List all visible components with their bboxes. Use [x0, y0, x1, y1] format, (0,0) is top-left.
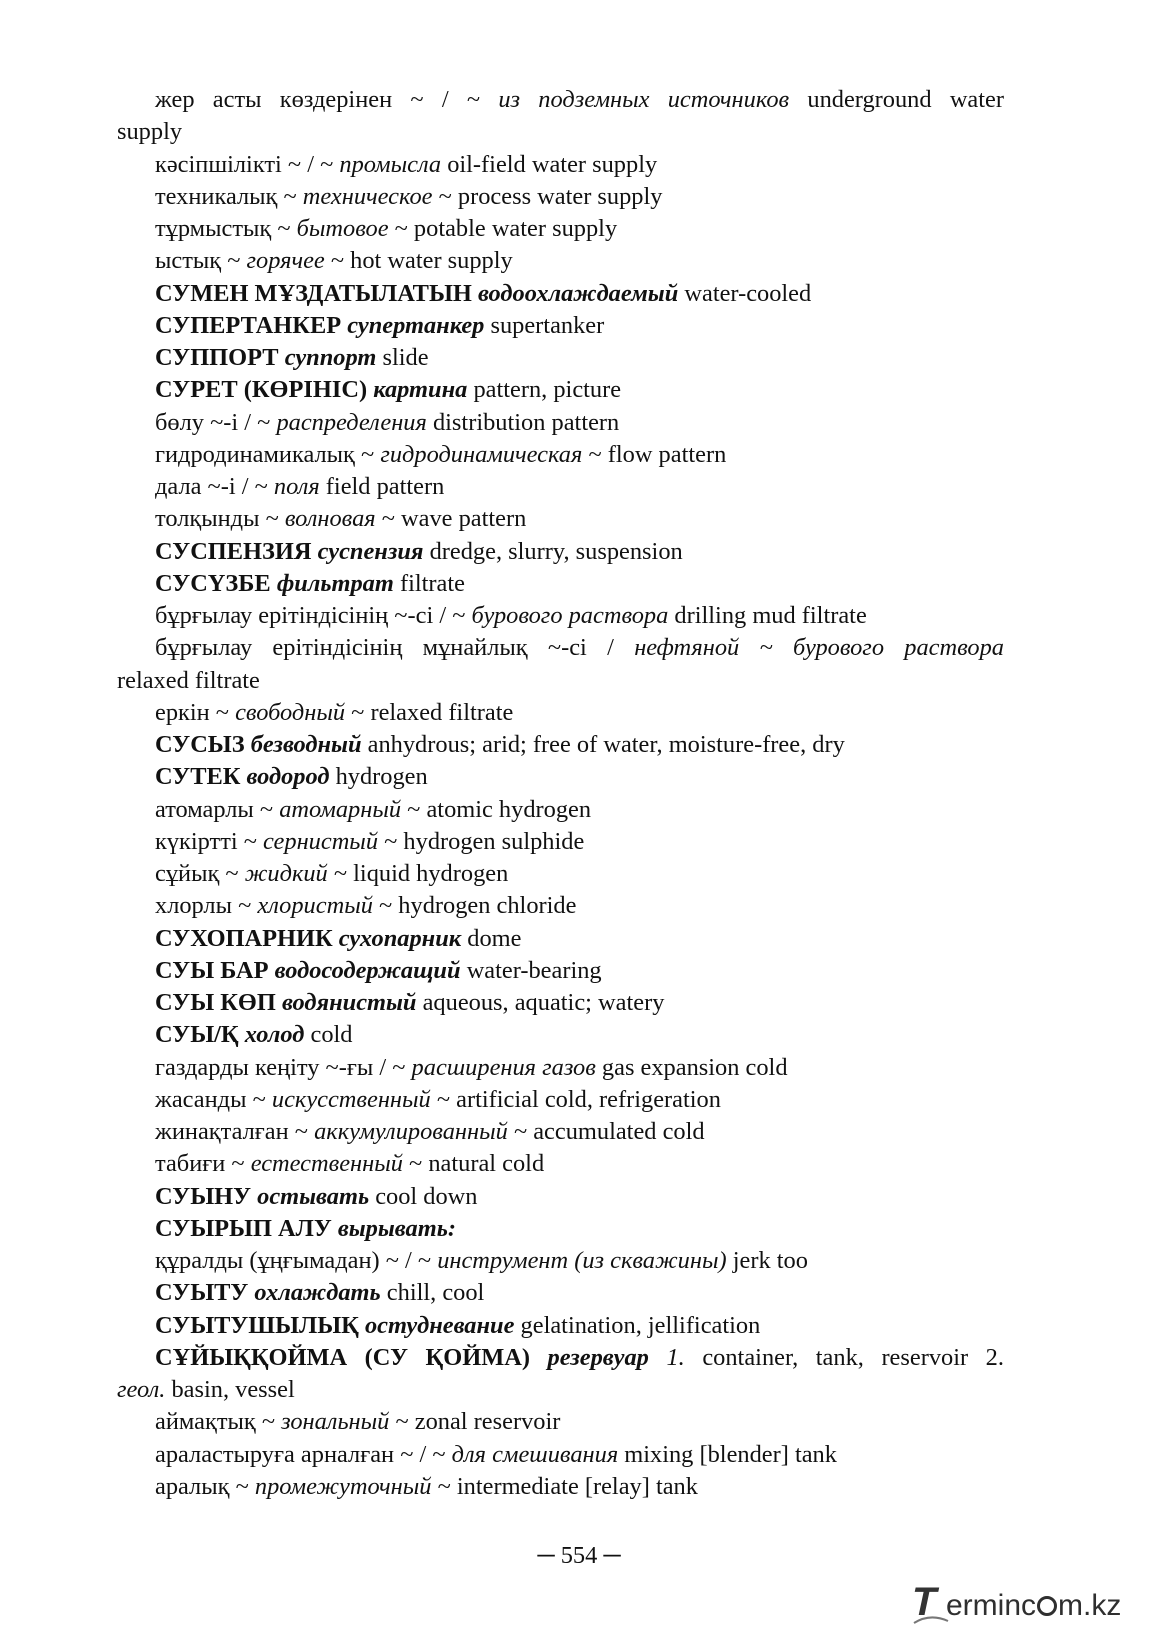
english-term: water-bearing [466, 956, 602, 984]
subentry [117, 600, 1004, 632]
russian-term: жидкий [244, 860, 328, 887]
dictionary-entries [117, 84, 1004, 1503]
english-term: dome [467, 924, 522, 952]
subentry [117, 1471, 1004, 1503]
english-term: ~ hydrogen sulphide [384, 827, 585, 855]
russian-term: для смешивания [451, 1440, 619, 1468]
english-term: aqueous, aquatic; watery [422, 989, 665, 1016]
sense-number: 1. [666, 1343, 685, 1371]
subentry [117, 245, 1004, 277]
english-term: mixing [blender] tank [624, 1440, 837, 1468]
english-term: ~ process water supply [438, 182, 663, 210]
english-term: ~ atomic hydrogen [407, 795, 592, 823]
english-term: hydrogen [335, 763, 428, 791]
kazakh-headword: СҰЙЫҚҚОЙМА (СУ ҚОЙМА) [155, 1343, 530, 1371]
kazakh-term: араластыруға арналған ~ / ~ [155, 1440, 446, 1468]
kazakh-headword: СУППОРТ [155, 344, 279, 371]
english-term: distribution pattern [432, 408, 620, 436]
headword-entry [117, 1213, 1004, 1245]
russian-term: водоохлаждаемый [477, 279, 679, 307]
kazakh-headword: СУТЕК [155, 763, 241, 791]
russian-term: водосодержащий [274, 956, 461, 984]
english-term: ~ flow pattern [588, 440, 727, 468]
english-term: ~ hot water supply [330, 247, 513, 275]
russian-term: бытовое [296, 215, 389, 242]
logo-t-letter: T [907, 1580, 942, 1624]
russian-term: суспензия [317, 537, 424, 565]
russian-term: безводный [250, 731, 362, 758]
english-term: pattern, picture [473, 376, 622, 404]
subentry [117, 1439, 1004, 1471]
kazakh-headword: СУЫ БАР [155, 956, 269, 984]
english-term: field pattern [325, 473, 445, 500]
kazakh-term: аралық ~ [155, 1472, 249, 1500]
english-term: gelatination, jellification [520, 1311, 761, 1339]
russian-term: промысла [339, 150, 442, 178]
russian-term: из подземных источников [498, 86, 790, 113]
headword-entry [117, 1310, 1004, 1342]
english-term: ~ artificial cold, refrigeration [436, 1085, 721, 1113]
english-term: drilling mud filtrate [674, 602, 867, 629]
english-term: basin, vessel [171, 1376, 295, 1403]
russian-term: нефтяной ~ бурового раствора [634, 634, 1004, 662]
kazakh-headword: СУЫ КӨП [155, 989, 276, 1016]
subentry [117, 1148, 1004, 1180]
english-term: gas expansion cold [601, 1053, 788, 1081]
subentry [117, 149, 1004, 181]
russian-term: зональный [281, 1408, 390, 1436]
subentry [117, 1245, 1004, 1277]
russian-term: поля [273, 473, 320, 500]
english-term: ~ zonal reservoir [395, 1408, 561, 1436]
kazakh-term: газдарды кеңіту ~-ғы / ~ [155, 1053, 406, 1081]
kazakh-headword: СУЫТУШЫЛЫҚ [155, 1311, 359, 1339]
english-term: ~ hydrogen chloride [379, 892, 577, 920]
kazakh-headword: СУЫТУ [155, 1279, 249, 1307]
russian-term: остывать [257, 1182, 370, 1210]
russian-term: свободный [235, 698, 346, 726]
logo-text: erminc m.kz [946, 1589, 1122, 1622]
headword-entry [117, 568, 1004, 600]
subentry [117, 794, 1004, 826]
russian-term: горячее [246, 247, 325, 275]
kazakh-term: жер асты көздерінен ~ / ~ [155, 86, 481, 113]
english-term: container, tank, reservoir 2. [702, 1343, 1004, 1371]
subentry [117, 632, 1004, 664]
subentry [117, 503, 1004, 535]
kazakh-headword: СУСҮЗБЕ [155, 569, 271, 597]
english-term: ~ liquid hydrogen [333, 860, 509, 887]
russian-term: остудневание [364, 1311, 515, 1339]
kazakh-term: ыстық ~ [155, 247, 241, 275]
kazakh-headword: СУЫНУ [155, 1182, 252, 1210]
russian-term: естественный [250, 1150, 403, 1178]
russian-term: атомарный [279, 795, 402, 823]
kazakh-headword: СУСПЕНЗИЯ [155, 537, 312, 565]
russian-term: распределения [276, 408, 427, 436]
russian-term: холод [244, 1021, 305, 1049]
subentry [117, 407, 1004, 439]
russian-term: охлаждать [254, 1279, 381, 1307]
kazakh-term: гидродинамикалық ~ [155, 440, 375, 468]
headword-entry [117, 1019, 1004, 1051]
kazakh-term: еркін ~ [155, 698, 229, 726]
russian-term: водянистый [281, 989, 417, 1016]
kazakh-term: техникалық ~ [155, 182, 297, 210]
english-term: anhydrous; arid; free of water, moisture-free, dry [367, 731, 845, 758]
subentry [117, 471, 1004, 503]
kazakh-term: бұрғылау ерітіндісінің мұнайлық ~-сі / [155, 634, 614, 662]
kazakh-term: бөлу ~-і / ~ [155, 408, 271, 436]
english-term: cool down [375, 1182, 478, 1210]
subentry [117, 826, 1004, 858]
russian-term: водород [246, 763, 330, 791]
headword-entry [117, 536, 1004, 568]
kazakh-term: атомарлы ~ [155, 795, 274, 823]
headword-entry [117, 278, 1004, 310]
kazakh-term: бұрғылау ерітіндісінің ~-сі / ~ [155, 602, 466, 629]
kazakh-term: тұрмыстық ~ [155, 215, 291, 242]
english-term: oil-field water supply [447, 150, 658, 178]
russian-term: гидродинамическая [380, 440, 583, 468]
english-term: slide [382, 344, 429, 371]
page-number: ─ 554 ─ [537, 1542, 621, 1569]
english-term: supertanker [490, 311, 605, 339]
russian-term: бурового раствора [471, 602, 669, 629]
russian-term: волновая [284, 505, 376, 533]
russian-term: сернистый [263, 827, 379, 855]
english-term: underground water [807, 86, 1004, 113]
kazakh-term: күкіртті ~ [155, 827, 257, 855]
russian-term: промежуточный [254, 1472, 432, 1500]
english-term: relaxed filtrate [117, 666, 260, 694]
russian-term: техническое [302, 182, 433, 210]
headword-entry [117, 955, 1004, 987]
headword-entry [117, 1277, 1004, 1309]
entry-continuation [117, 665, 1004, 697]
kazakh-headword: СУРЕТ (КӨРІНІС) [155, 376, 368, 404]
russian-term: искусственный [271, 1085, 431, 1113]
russian-term: резервуар [547, 1343, 649, 1371]
subentry [117, 1084, 1004, 1116]
english-term: filtrate [399, 569, 465, 597]
kazakh-term: толқынды ~ [155, 505, 279, 533]
subentry [117, 858, 1004, 890]
russian-term: инструмент (из скважины) [437, 1247, 727, 1274]
headword-entry [117, 987, 1004, 1019]
english-term: ~ intermediate [relay] tank [437, 1472, 698, 1500]
english-term: water-cooled [684, 279, 812, 307]
kazakh-headword: СУЫ/Қ [155, 1021, 239, 1049]
termincom-logo[interactable] [907, 1580, 1140, 1629]
english-term: jerk too [732, 1247, 808, 1274]
kazakh-headword: СУСЫЗ [155, 731, 245, 758]
headword-entry [117, 310, 1004, 342]
english-term: chill, cool [386, 1279, 485, 1307]
kazakh-term: кәсіпшілікті ~ / ~ [155, 150, 334, 178]
subentry [117, 181, 1004, 213]
russian-term: расширения газов [411, 1053, 596, 1081]
subentry [117, 1116, 1004, 1148]
russian-term: супертанкер [347, 311, 485, 339]
english-term: ~ wave pattern [381, 505, 527, 533]
kazakh-term: жасанды ~ [155, 1085, 266, 1113]
subentry [117, 439, 1004, 471]
russian-term: сухопарник [338, 924, 462, 952]
headword-entry [117, 374, 1004, 406]
entry-continuation [117, 1374, 1004, 1406]
kazakh-term: сұйық ~ [155, 860, 239, 887]
kazakh-term: табиғи ~ [155, 1150, 245, 1178]
headword-entry [117, 342, 1004, 374]
subentry [117, 1406, 1004, 1438]
kazakh-term: жинақталған ~ [155, 1118, 308, 1145]
headword-entry [117, 923, 1004, 955]
russian-term: вырывать: [337, 1214, 456, 1242]
headword-entry [117, 729, 1004, 761]
subentry [117, 697, 1004, 729]
entry-continuation [117, 116, 1004, 148]
russian-term: хлористый [257, 892, 373, 920]
kazakh-headword: СУХОПАРНИК [155, 924, 333, 952]
kazakh-headword: СУМЕН МҰЗДАТЫЛАТЫН [155, 279, 472, 307]
english-term: ~ potable water supply [394, 215, 618, 242]
kazakh-term: хлорлы ~ [155, 892, 252, 920]
kazakh-headword: СУЫРЫП АЛУ [155, 1214, 332, 1242]
english-term: ~ accumulated cold [513, 1118, 705, 1145]
english-term: ~ relaxed filtrate [351, 698, 514, 726]
russian-term: аккумулированный [314, 1118, 508, 1145]
kazakh-term: дала ~-і / ~ [155, 473, 268, 500]
english-term: ~ natural cold [409, 1150, 545, 1178]
kazakh-term: аймақтық ~ [155, 1408, 276, 1436]
subentry [117, 1052, 1004, 1084]
russian-term: картина [373, 376, 468, 404]
kazakh-headword: СУПЕРТАНКЕР [155, 311, 342, 339]
subentry [117, 890, 1004, 922]
english-term: cold [310, 1021, 353, 1049]
subentry [117, 84, 1004, 116]
headword-entry [117, 1181, 1004, 1213]
russian-term: фильтрат [276, 569, 394, 597]
english-term: dredge, slurry, suspension [429, 537, 683, 565]
english-term: supply [117, 118, 183, 146]
headword-entry [117, 1342, 1004, 1374]
subentry [117, 213, 1004, 245]
kazakh-term: құралды (ұңғымадан) ~ / ~ [155, 1247, 432, 1274]
headword-entry [117, 761, 1004, 793]
russian-term: суппорт [284, 344, 377, 371]
domain-abbreviation: геол. [117, 1376, 166, 1403]
